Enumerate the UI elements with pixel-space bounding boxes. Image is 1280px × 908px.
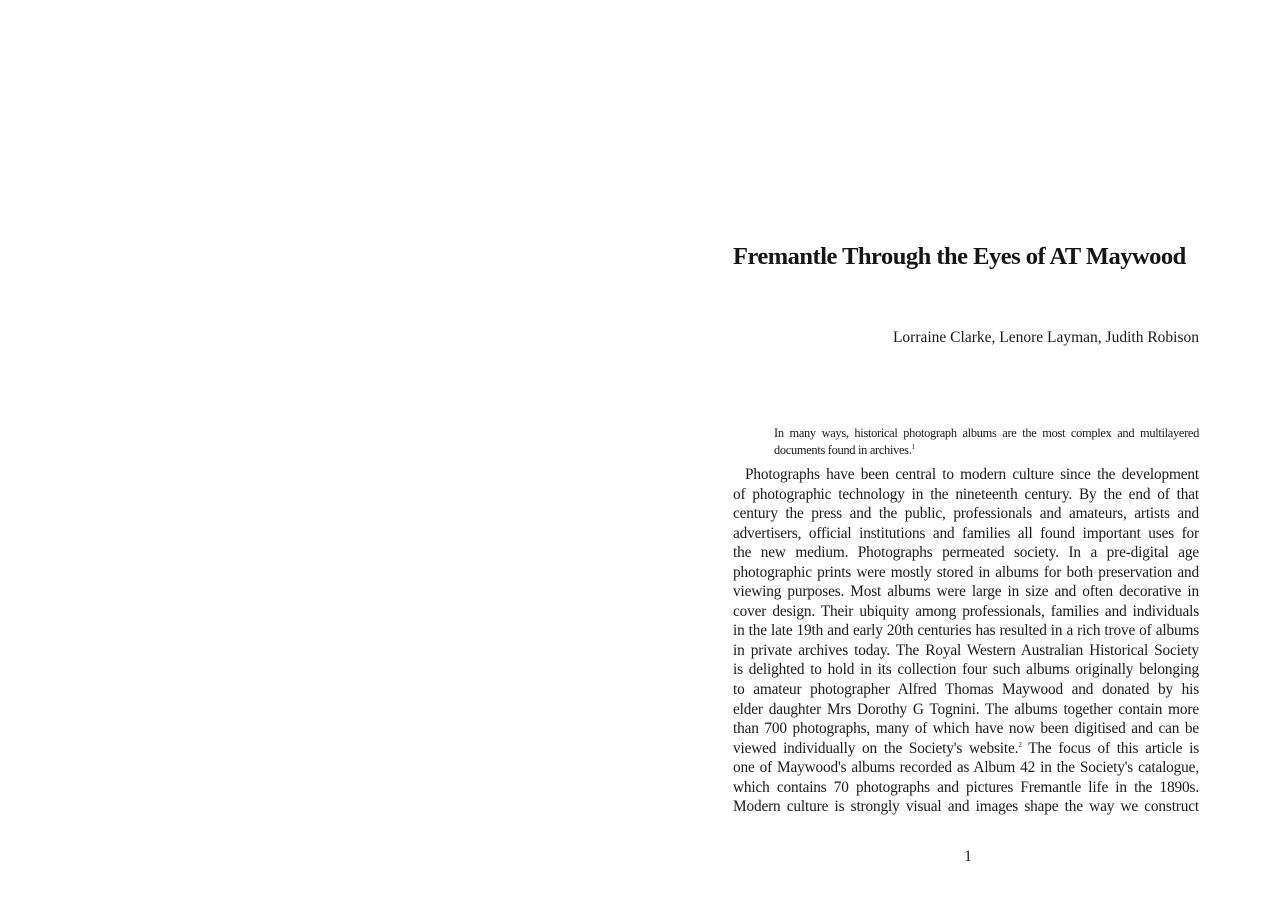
body-line: the new medium. Photographs permeated society. In a pre-digital age bbox=[733, 544, 1199, 562]
body-line: in the late 19th and early 20th centuries has resulted in a rich trove of albums bbox=[733, 622, 1199, 640]
body-line: to amateur photographer Alfred Thomas Maywood and donated by his bbox=[733, 681, 1199, 699]
body-line: photographic prints were mostly stored in albums for both preservation and bbox=[733, 563, 1199, 581]
body-line: century the press and the public, professionals and amateurs, artists and bbox=[733, 505, 1199, 523]
body-line: advertisers, official institutions and families all found important uses for bbox=[733, 524, 1199, 542]
body-line: in private archives today. The Royal Western Australian Historical Society bbox=[733, 641, 1199, 659]
page-number: 1 bbox=[964, 848, 972, 865]
footnote-ref-1[interactable]: 1 bbox=[911, 442, 915, 451]
body-line-tail: The focus of this article is bbox=[1021, 739, 1200, 757]
body-line-with-footnote bbox=[733, 739, 1199, 759]
article-title: Fremantle Through the Eyes of AT Maywood bbox=[733, 243, 1186, 270]
body-line: than 700 photographs, many of which have now been digitised and can be bbox=[733, 720, 1199, 738]
body-line: one of Maywood's albums recorded as Album 42 in the Society's catalogue, bbox=[733, 759, 1199, 777]
body-line: Photographs have been central to modern culture since the development bbox=[745, 466, 1199, 483]
epigraph-line-text: documents found in archives. bbox=[774, 442, 912, 457]
footnote-ref-2[interactable]: 2 bbox=[1018, 740, 1022, 749]
article-body bbox=[733, 465, 1199, 817]
epigraph-quote bbox=[774, 425, 1199, 458]
body-line: Modern culture is strongly visual and images shape the way we construct bbox=[733, 798, 1199, 816]
epigraph-line: In many ways, historical photograph albums are the most complex and multilayered bbox=[774, 426, 1199, 440]
body-line: viewing purposes. Most albums were large in size and often decorative in bbox=[733, 583, 1199, 601]
article-authors: Lorraine Clarke, Lenore Layman, Judith Robison bbox=[892, 329, 1199, 346]
body-line: elder daughter Mrs Dorothy G Tognini. The albums together contain more bbox=[733, 700, 1199, 718]
epigraph-line-last bbox=[774, 442, 1199, 459]
body-line: which contains 70 photographs and pictures Fremantle life in the 1890s. bbox=[733, 778, 1199, 796]
body-line: cover design. Their ubiquity among professionals, families and individuals bbox=[733, 602, 1199, 620]
body-line: of photographic technology in the nineteenth century. By the end of that bbox=[733, 485, 1199, 503]
body-line: is delighted to hold in its collection four such albums originally belonging bbox=[733, 661, 1199, 679]
body-line-text: viewed individually on the Society's website. bbox=[733, 739, 1019, 757]
